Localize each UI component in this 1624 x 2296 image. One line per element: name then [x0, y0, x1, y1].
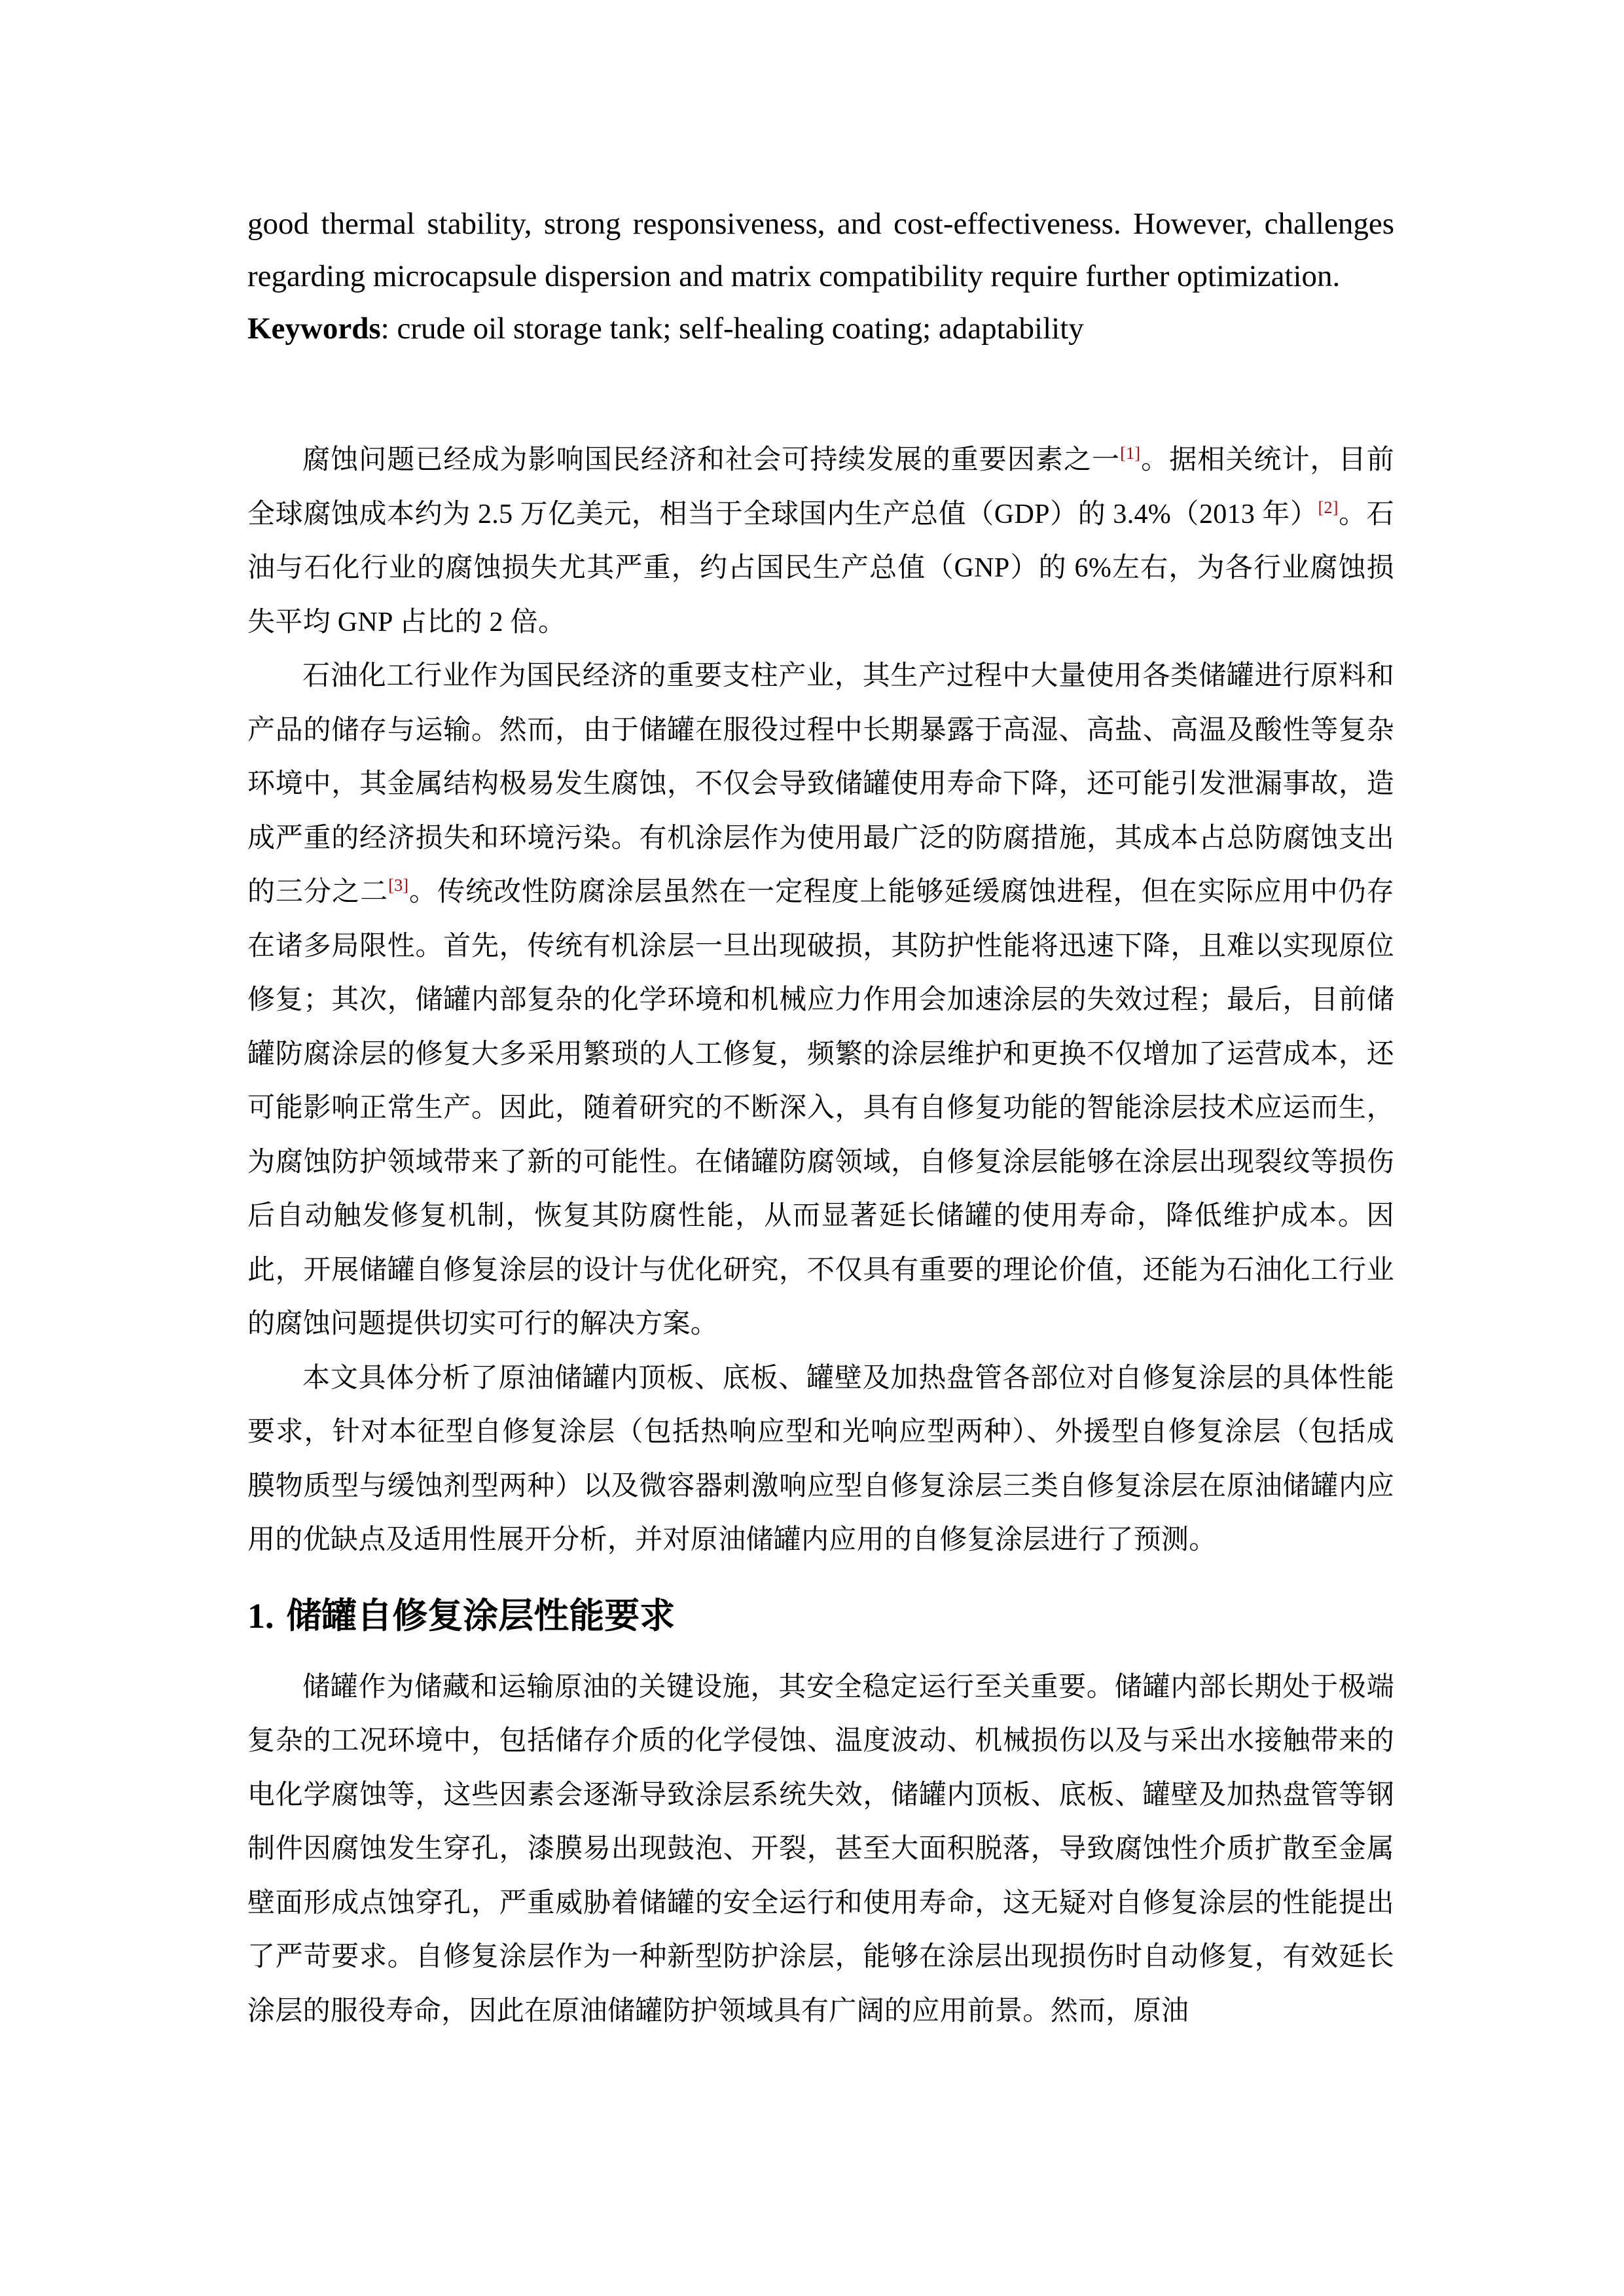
keywords-label: Keywords	[247, 312, 381, 346]
intro-paragraph-2	[247, 649, 1394, 1352]
section-1-paragraph-1: 储罐作为储藏和运输原油的关键设施，其安全稳定运行至关重要。储罐内部长期处于极端复杂的工况环境中，包括储存介质的化学侵蚀、温度波动、机械损伤以及与采出水接触带来的电化学腐蚀等，这些因素会逐渐导致涂层系统失效，储罐内顶板、底板、罐壁及加热盘管等钢制件因腐蚀发生穿孔，漆膜易出现鼓泡、开裂，甚至大面积脱落，导致腐蚀性介质扩散至金属壁面形成点蚀穿孔，严重威胁着储罐的安全运行和使用寿命，这无疑对自修复涂层的性能提出了严苛要求。自修复涂层作为一种新型防护涂层，能够在涂层出现损伤时自动修复，有效延长涂层的服役寿命，因此在原油储罐防护领域具有广阔的应用前景。然而，原油	[247, 1672, 1394, 2026]
intro-p2-text-b: 。传统改性防腐涂层虽然在一定程度上能够延缓腐蚀进程，但在实际应用中仍存在诸多局限性。首先，传统有机涂层一旦出现破损，其防护性能将迅速下降，且难以实现原位修复；其次，储罐内部复杂的化学环境和机械应力作用会加速涂层的失效过程；最后，目前储罐防腐涂层的修复大多采用繁琐的人工修复，频繁的涂层维护和更换不仅增加了运营成本，还可能影响正常生产。因此，随着研究的不断深入，具有自修复功能的智能涂层技术应运而生，为腐蚀防护领域带来了新的可能性。在储罐防腐领域，自修复涂层能够在涂层出现裂纹等损伤后自动触发修复机制，恢复其防腐性能，从而显著延长储罐的使用寿命，降低维护成本。因此，开展储罐自修复涂层的设计与优化研究，不仅具有重要的理论价值，还能为石油化工行业的腐蚀问题提供切实可行的解决方案。	[247, 877, 1394, 1339]
intro-paragraph-1	[247, 433, 1394, 649]
citation-3[interactable]: [3]	[388, 876, 409, 895]
intro-paragraph-3: 本文具体分析了原油储罐内顶板、底板、罐壁及加热盘管各部位对自修复涂层的具体性能要求，针对本征型自修复涂层（包括热响应型和光响应型两种）、外援型自修复涂层（包括成膜物质型与缓蚀剂型两种）以及微容器刺激响应型自修复涂层三类自修复涂层在原油储罐内应用的优缺点及适用性展开分析，并对原油储罐内应用的自修复涂层进行了预测。	[247, 1363, 1394, 1555]
page-content	[247, 198, 1394, 2038]
citation-2[interactable]: [2]	[1318, 497, 1339, 517]
section-1-heading	[247, 1590, 1394, 1642]
introduction-body	[247, 433, 1394, 1568]
keywords-line	[247, 302, 1394, 355]
intro-p1-text-c: 。石油与石化行业的腐蚀损失尤其严重，约占国民生产总值（GNP）的 6%左右，为各行业腐蚀损失平均 GNP 占比的 2 倍。	[247, 499, 1394, 637]
section-1-title: 储罐自修复涂层性能要求	[286, 1594, 676, 1636]
intro-p1-text-a: 腐蚀问题已经成为影响国民经济和社会可持续发展的重要因素之一	[302, 445, 1121, 475]
citation-1[interactable]: [1]	[1120, 444, 1141, 463]
section-1-number: 1.	[247, 1596, 274, 1636]
keywords-text: : crude oil storage tank; self-healing coating; adaptability	[380, 312, 1084, 346]
intro-p2-text-a: 石油化工行业作为国民经济的重要支柱产业，其生产过程中大量使用各类储罐进行原料和产品的储存与运输。然而，由于储罐在服役过程中长期暴露于高湿、高盐、高温及酸性等复杂环境中，其金属结构极易发生腐蚀，不仅会导致储罐使用寿命下降，还可能引发泄漏事故，造成严重的经济损失和环境污染。有机涂层作为使用最广泛的防腐措施，其成本占总防腐蚀支出的三分之二	[247, 661, 1394, 907]
intro-p1-text-b: 。据相关统计，目前全球腐蚀成本约为 2.5 万亿美元，相当于全球国内生产总值（GDP）的 3.4%（2013 年）	[247, 445, 1395, 529]
abstract-english-tail: good thermal stability, strong responsiveness, and cost-effectiveness. However, challenges regarding microcapsule dispersion and matrix compatibility require further optimization.	[247, 207, 1394, 293]
